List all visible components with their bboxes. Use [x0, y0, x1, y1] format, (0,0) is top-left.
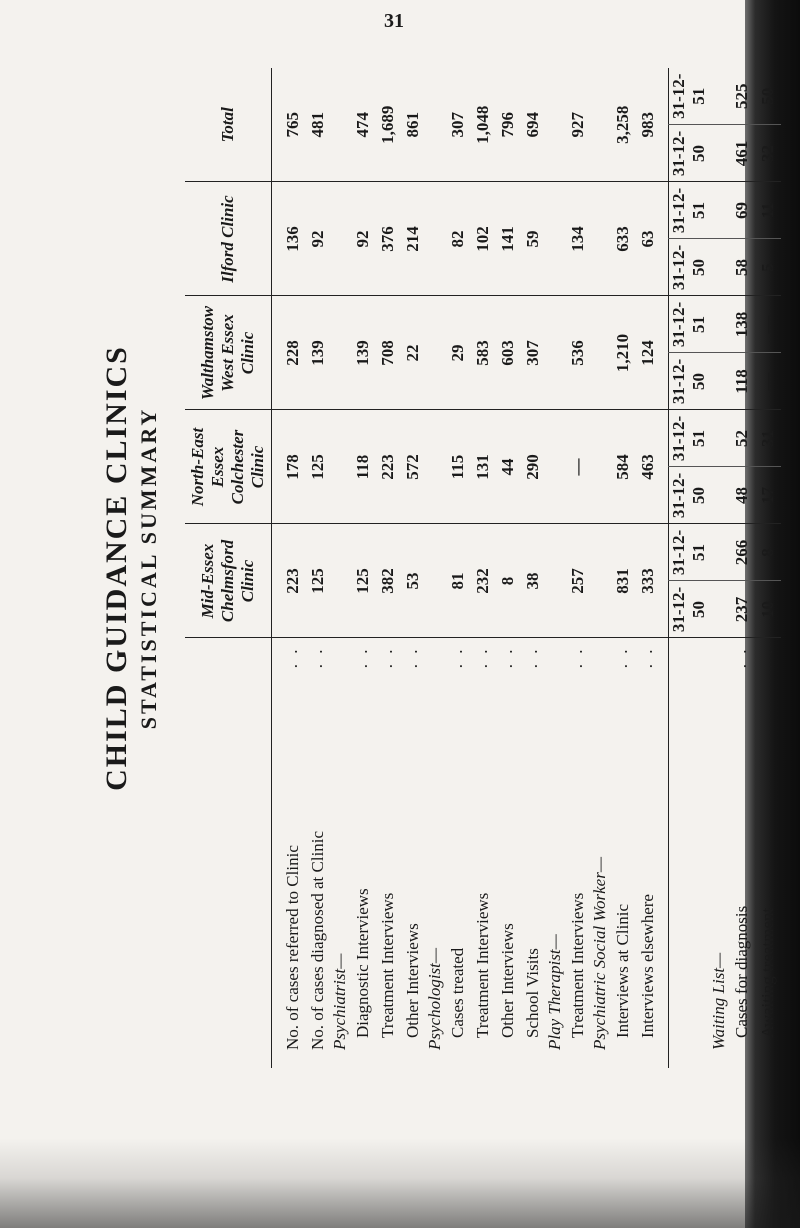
value-cell: 136	[280, 182, 305, 296]
value-cell: 765	[282, 112, 302, 138]
spacer-cell	[660, 296, 669, 410]
row-label	[590, 638, 610, 1068]
leader-dots: . .	[307, 646, 326, 669]
clinic-name: Ilford Clinic	[218, 195, 237, 283]
value-cell: 8	[755, 524, 781, 581]
value-cell	[709, 581, 729, 638]
value-cell	[330, 296, 350, 410]
header-row	[185, 68, 272, 1068]
value-cell	[590, 68, 610, 182]
table-row	[470, 68, 495, 1068]
row-label	[520, 638, 545, 1068]
header-label-cell	[185, 638, 272, 1068]
value-cell	[709, 296, 729, 353]
value-cell	[709, 467, 729, 524]
value-cell: 1,689	[377, 105, 397, 144]
row-label-text: Waiting List—	[709, 952, 728, 1050]
rotated-page	[100, 68, 777, 1068]
value-cell: 307	[520, 296, 545, 410]
value-cell: —	[755, 353, 781, 410]
value-cell	[709, 410, 729, 467]
row-label	[375, 638, 400, 1068]
table-row	[350, 68, 375, 1068]
table-row	[565, 68, 590, 1068]
value-cell: 31	[755, 410, 781, 467]
value-cell: 228	[280, 296, 305, 410]
title-block	[100, 68, 185, 1068]
spacer-row	[272, 68, 281, 1068]
value-cell: 118	[729, 353, 755, 410]
value-cell	[545, 524, 565, 638]
value-cell: 583	[470, 296, 495, 410]
value-cell: 81	[445, 524, 470, 638]
value-cell: 178	[280, 410, 305, 524]
date-row-label	[669, 638, 710, 1068]
row-label-text: Interviews at Clinic	[612, 903, 632, 1038]
statistics-table	[185, 68, 781, 1068]
section-row	[709, 68, 729, 1068]
value-cell: 58	[729, 239, 755, 296]
value-cell: 603	[495, 296, 520, 410]
value-cell	[545, 410, 565, 524]
value-cell: 376	[375, 182, 400, 296]
value-cell	[425, 296, 445, 410]
value-cell	[590, 524, 610, 638]
row-label	[635, 638, 660, 1068]
value-cell: 11	[755, 182, 781, 239]
row-label-text: Play Therapist—	[545, 934, 564, 1050]
value-cell	[425, 68, 445, 182]
leader-dots: . .	[377, 646, 396, 669]
spacer-cell	[272, 296, 281, 410]
value-cell: 124	[635, 296, 660, 410]
leader-dots: . .	[612, 646, 631, 669]
row-label	[350, 638, 375, 1068]
value-cell: 474	[352, 112, 372, 138]
value-cell: 10	[755, 581, 781, 638]
row-label-text: No. of cases diagnosed at Clinic	[307, 830, 327, 1050]
value-cell	[330, 182, 350, 296]
value-cell: 115	[445, 410, 470, 524]
value-cell: 134	[565, 182, 590, 296]
value-cell: 8	[495, 524, 520, 638]
value-cell	[330, 68, 350, 182]
value-cell	[590, 296, 610, 410]
row-label-text: No. of cases referred to Clinic	[282, 845, 302, 1050]
row-label	[610, 638, 635, 1068]
date-header: 31-12-50	[669, 467, 710, 524]
clinic-name: Total	[218, 107, 237, 143]
clinic-location: Colchester Clinic	[228, 429, 267, 505]
value-cell: 63	[635, 182, 660, 296]
spacer-cell	[660, 68, 669, 182]
value-cell: 214	[400, 182, 425, 296]
spacer-cell	[272, 68, 281, 182]
value-cell: 223	[375, 410, 400, 524]
value-cell: —	[755, 296, 781, 353]
row-label	[565, 638, 590, 1068]
value-cell: —	[565, 410, 590, 524]
leader-dots: . .	[282, 646, 301, 669]
row-label-text: Interviews elsewhere	[637, 894, 657, 1038]
value-cell	[709, 353, 729, 410]
table-row	[755, 68, 781, 1068]
row-label-text: Other Interviews	[497, 923, 517, 1038]
row-label-text: Treatment Interviews	[472, 892, 492, 1038]
value-cell: 50	[758, 87, 777, 105]
clinic-header	[185, 182, 272, 296]
value-cell: 572	[400, 410, 425, 524]
value-cell: 52	[729, 410, 755, 467]
spacer-cell	[660, 410, 669, 524]
value-cell	[545, 296, 565, 410]
value-cell: 139	[305, 296, 330, 410]
value-cell	[330, 524, 350, 638]
row-label	[470, 638, 495, 1068]
row-label	[400, 638, 425, 1068]
clinic-location: Chelmsford Clinic	[218, 539, 257, 623]
value-cell: 32	[755, 125, 781, 182]
row-label	[445, 638, 470, 1068]
spacer-cell	[272, 410, 281, 524]
leader-dots: . .	[731, 646, 750, 669]
date-header: 31-12-51	[669, 296, 710, 353]
value-cell: 463	[635, 410, 660, 524]
date-header: 31-12-50	[669, 239, 710, 296]
value-cell: 53	[400, 524, 425, 638]
row-label	[305, 638, 330, 1068]
value-cell: 382	[375, 524, 400, 638]
table-row	[400, 68, 425, 1068]
row-label	[729, 638, 755, 1068]
value-cell: 48	[729, 467, 755, 524]
date-header: 31-12-51	[669, 524, 710, 581]
clinic-header	[185, 410, 272, 524]
page-subtitle: STATISTICAL SUMMARY	[136, 406, 161, 730]
value-cell: 118	[350, 410, 375, 524]
section-row	[425, 68, 445, 1068]
row-label-text: Awaiting treatment	[758, 907, 777, 1038]
date-header: 31-12-50	[669, 581, 710, 638]
value-cell	[425, 524, 445, 638]
value-cell: 983	[637, 112, 657, 138]
clinic-name: Mid-Essex	[198, 543, 217, 619]
scan-bottom-shadow	[0, 1138, 800, 1228]
row-label-text: Psychiatric Social Worker—	[590, 857, 609, 1050]
value-cell: 266	[729, 524, 755, 581]
value-cell: 333	[635, 524, 660, 638]
clinic-location: West Essex Clinic	[218, 314, 257, 392]
value-cell: 237	[729, 581, 755, 638]
date-header: 31-12-51	[669, 410, 710, 467]
value-cell: 139	[350, 296, 375, 410]
value-cell: 5	[755, 239, 781, 296]
row-label	[280, 638, 305, 1068]
row-label-text: Cases treated	[447, 947, 467, 1038]
row-label-text: Psychiatrist—	[330, 953, 349, 1050]
value-cell	[545, 68, 565, 182]
value-cell: 3,258	[612, 105, 632, 144]
row-label-text: Diagnostic Interviews	[352, 888, 372, 1038]
date-header: 31-12-50	[669, 125, 710, 182]
date-header: 31-12-51	[669, 182, 710, 239]
value-cell: 38	[520, 524, 545, 638]
row-label-text: School Visits	[522, 948, 542, 1038]
table-body	[272, 68, 782, 1068]
value-cell: 44	[495, 410, 520, 524]
value-cell: 125	[305, 410, 330, 524]
value-cell: 633	[610, 182, 635, 296]
section-row	[330, 68, 350, 1068]
value-cell: 29	[445, 296, 470, 410]
table-row	[520, 68, 545, 1068]
page-title: CHILD GUIDANCE CLINICS	[100, 345, 133, 791]
value-cell	[590, 410, 610, 524]
spacer-row	[660, 68, 669, 1068]
row-label	[709, 638, 729, 1068]
value-cell: 461	[729, 125, 755, 182]
value-cell: 927	[567, 112, 587, 138]
value-cell: 232	[470, 524, 495, 638]
section-row	[590, 68, 610, 1068]
value-cell: 861	[402, 112, 422, 138]
value-cell: 307	[447, 112, 467, 138]
leader-dots: . .	[352, 646, 371, 669]
leader-dots: . .	[757, 646, 776, 669]
page-number: 31	[384, 10, 404, 32]
value-cell	[709, 68, 729, 125]
value-cell: 481	[307, 112, 327, 138]
row-label-text: Treatment Interviews	[567, 892, 587, 1038]
leader-dots: . .	[567, 646, 586, 669]
clinic-header	[185, 296, 272, 410]
spacer-cell	[272, 182, 281, 296]
value-cell	[709, 524, 729, 581]
table-row	[305, 68, 330, 1068]
value-cell: 125	[350, 524, 375, 638]
spacer-cell	[272, 638, 281, 1068]
value-cell	[545, 182, 565, 296]
spacer-cell	[272, 524, 281, 638]
row-label-text: Psychologist—	[425, 948, 444, 1050]
clinic-name: North-East Essex	[188, 427, 227, 507]
value-cell: 92	[350, 182, 375, 296]
row-label	[425, 638, 445, 1068]
value-cell: 257	[565, 524, 590, 638]
value-cell	[330, 410, 350, 524]
value-cell: 125	[305, 524, 330, 638]
leader-dots: . .	[522, 646, 541, 669]
table-row	[635, 68, 660, 1068]
row-label-text: Other Interviews	[402, 923, 422, 1038]
section-row	[545, 68, 565, 1068]
value-cell: 223	[280, 524, 305, 638]
leader-dots: . .	[637, 646, 656, 669]
row-label-text: Cases for diagnosis	[732, 905, 751, 1038]
value-cell: 17	[755, 467, 781, 524]
clinic-header	[185, 524, 272, 638]
value-cell	[709, 239, 729, 296]
value-cell: 796	[497, 112, 517, 138]
table-row	[280, 68, 305, 1068]
spacer-cell	[660, 182, 669, 296]
value-cell: 69	[729, 182, 755, 239]
value-cell: 92	[305, 182, 330, 296]
table-row	[610, 68, 635, 1068]
value-cell: 59	[520, 182, 545, 296]
value-cell: 141	[495, 182, 520, 296]
row-label	[495, 638, 520, 1068]
row-label	[330, 638, 350, 1068]
value-cell: 525	[732, 83, 751, 109]
date-header: 31-12-50	[669, 353, 710, 410]
value-cell	[709, 125, 729, 182]
spacer-cell	[660, 638, 669, 1068]
value-cell: 708	[375, 296, 400, 410]
leader-dots: . .	[472, 646, 491, 669]
table-row	[375, 68, 400, 1068]
value-cell: 831	[610, 524, 635, 638]
leader-dots: . .	[497, 646, 516, 669]
value-cell	[709, 182, 729, 239]
value-cell: 102	[470, 182, 495, 296]
value-cell: 694	[522, 112, 542, 138]
value-cell: 138	[729, 296, 755, 353]
value-cell: 131	[470, 410, 495, 524]
value-cell: 22	[400, 296, 425, 410]
value-cell: 1,210	[610, 296, 635, 410]
row-label	[755, 638, 781, 1068]
leader-dots: . .	[402, 646, 421, 669]
leader-dots: . .	[447, 646, 466, 669]
row-label	[545, 638, 565, 1068]
value-cell: 536	[565, 296, 590, 410]
table-row	[495, 68, 520, 1068]
date-header: 31-12-51	[669, 68, 710, 125]
value-cell: 82	[445, 182, 470, 296]
value-cell: 584	[610, 410, 635, 524]
table-row	[445, 68, 470, 1068]
value-cell	[590, 182, 610, 296]
date-header-row	[669, 68, 710, 1068]
value-cell: 290	[520, 410, 545, 524]
value-cell: 1,048	[472, 105, 492, 144]
table-row	[729, 68, 755, 1068]
value-cell	[425, 410, 445, 524]
row-label-text: Treatment Interviews	[377, 892, 397, 1038]
clinic-name: Walthamstow	[198, 305, 217, 401]
spacer-cell	[660, 524, 669, 638]
clinic-header	[185, 68, 272, 182]
value-cell	[425, 182, 445, 296]
